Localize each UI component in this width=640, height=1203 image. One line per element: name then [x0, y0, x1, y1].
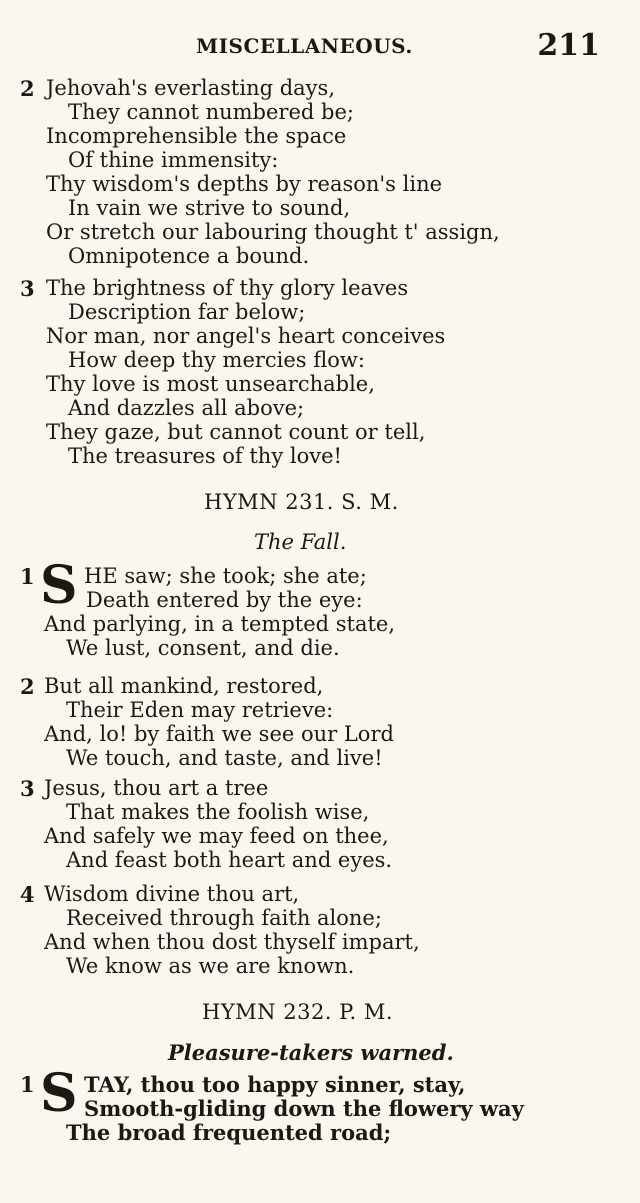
verse-line: TAY, thou too happy sinner, stay,: [84, 1072, 466, 1097]
verse-line: The treasures of thy love!: [68, 444, 342, 468]
verse-line: How deep thy mercies flow:: [68, 348, 365, 372]
verse-line: And parlying, in a tempted state,: [44, 612, 396, 636]
verse-line: They cannot numbered be;: [68, 100, 354, 124]
verse-line: Jesus, thou art a tree: [44, 776, 269, 800]
hymn-title: HYMN 232. P. M.: [202, 1000, 394, 1024]
verse-line: In vain we strive to sound,: [68, 196, 351, 220]
verse-line: Incomprehensible the space: [46, 124, 347, 148]
verse-line: HE saw; she took; she ate;: [84, 564, 367, 588]
verse-line: We lust, consent, and die.: [66, 636, 340, 660]
verse-line: And feast both heart and eyes.: [66, 848, 393, 872]
hymn-subtitle: Pleasure-takers warned.: [168, 1040, 454, 1065]
verse-number: 2: [20, 674, 35, 699]
drop-cap: S: [40, 555, 78, 616]
verse-line: Their Eden may retrieve:: [66, 698, 334, 722]
verse-line: And dazzles all above;: [68, 396, 305, 420]
verse-line: The broad frequented road;: [66, 1120, 392, 1145]
hymn-subtitle: The Fall.: [254, 530, 347, 554]
verse-line: The brightness of thy glory leaves: [46, 276, 409, 300]
verse-line: That makes the foolish wise,: [66, 800, 370, 824]
verse-line: And, lo! by faith we see our Lord: [44, 722, 394, 746]
verse-number: 4: [20, 882, 35, 907]
verse-line: Smooth-gliding down the flowery way: [84, 1096, 524, 1121]
verse-line: Omnipotence a bound.: [68, 244, 310, 268]
verse-line: But all mankind, restored,: [44, 674, 324, 698]
verse-number: 3: [20, 776, 35, 801]
verse-line: And when thou dost thyself impart,: [44, 930, 420, 954]
verse-line: We know as we are known.: [66, 954, 355, 978]
verse-line: Or stretch our labouring thought t' assign,: [46, 220, 500, 244]
hymn-title: HYMN 231. S. M.: [204, 490, 399, 514]
verse-line: Jehovah's everlasting days,: [46, 76, 335, 100]
verse-line: Description far below;: [68, 300, 306, 324]
verse-line: Wisdom divine thou art,: [44, 882, 300, 906]
verse-number: 1: [20, 1072, 35, 1097]
verse-line: Death entered by the eye:: [86, 588, 363, 612]
verse-line: We touch, and taste, and live!: [66, 746, 383, 770]
verse-line: Thy love is most unsearchable,: [46, 372, 375, 396]
verse-line: Nor man, nor angel's heart conceives: [46, 324, 446, 348]
verse-line: Received through faith alone;: [66, 906, 382, 930]
verse-number: 1: [20, 564, 35, 589]
page-number: 211: [537, 28, 600, 63]
verse-line: And safely we may feed on thee,: [44, 824, 389, 848]
verse-line: Of thine immensity:: [68, 148, 279, 172]
drop-cap: S: [40, 1063, 78, 1124]
verse-number: 2: [20, 76, 35, 101]
verse-line: They gaze, but cannot count or tell,: [46, 420, 426, 444]
running-head: MISCELLANEOUS.: [196, 34, 413, 58]
verse-number: 3: [20, 276, 35, 301]
verse-line: Thy wisdom's depths by reason's line: [46, 172, 443, 196]
